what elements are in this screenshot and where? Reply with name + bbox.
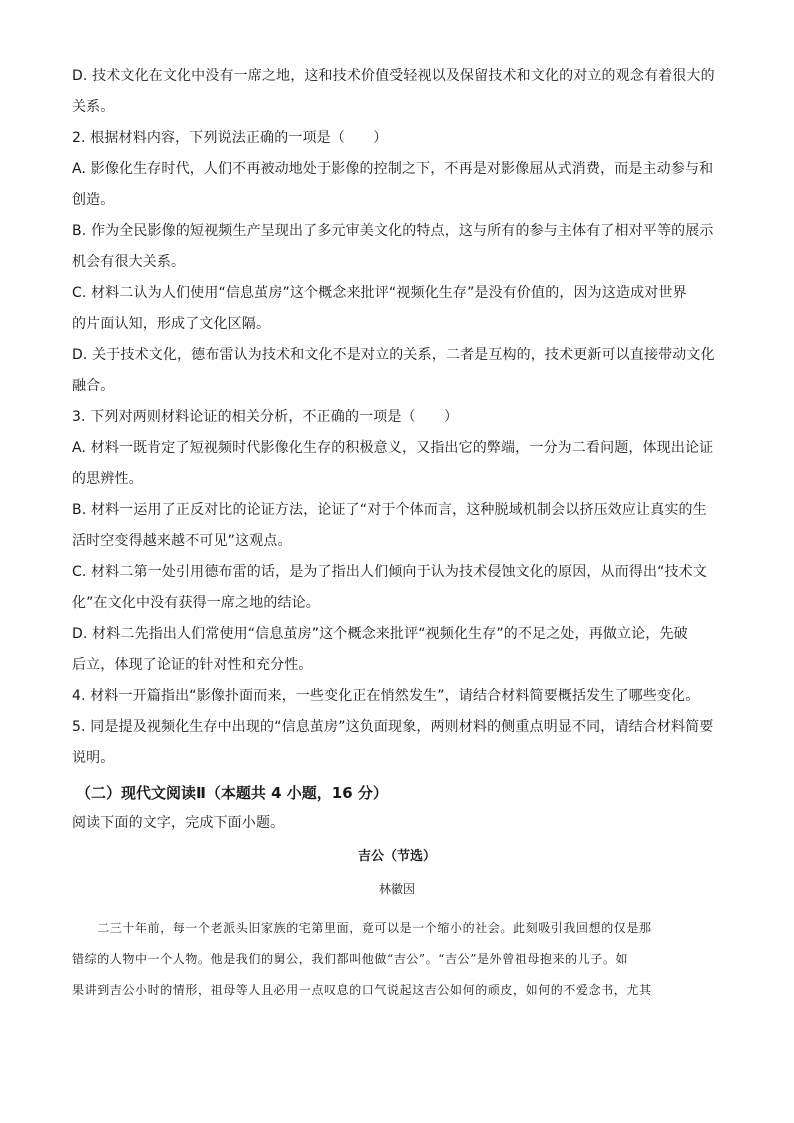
q3-option-a-line-2: 的思辨性。: [72, 471, 143, 487]
q3-option-a-line-1: A. 材料一既肯定了短视频时代影像化生存的积极意义，又指出它的弊端，一分为二看问题，体现出论证: [72, 440, 714, 456]
story-title: 吉公（节选）: [357, 849, 436, 864]
q2-option-b-line-2: 机会有很大关系。: [72, 254, 186, 270]
story-author: 林徽因: [378, 882, 415, 896]
question-5-line-2: 说明。: [72, 750, 115, 766]
q2-option-c-line-1: C. 材料二认为人们使用“信息茧房”这个概念来批评“视频化生存”是没有价值的，因为这造成对世界: [72, 285, 687, 301]
q3-option-d-line-1: D. 材料二先指出人们常使用“信息茧房”这个概念来批评“视频化生存”的不足之处，再做立论，先破: [72, 626, 688, 642]
question-3: 3. 下列对两则材料论证的相关分析，不正确的一项是（ ）: [72, 409, 459, 425]
q2-option-b-line-1: B. 作为全民影像的短视频生产呈现出了多元审美文化的特点，这与所有的参与主体有了相对平等的展示: [72, 223, 714, 239]
section-heading: （二）现代文阅读Ⅱ（本题共 4 小题，16 分）: [76, 784, 388, 802]
q2-option-d-line-2: 融合。: [72, 378, 115, 394]
q3-option-c-line-2: 化”在文化中没有获得一席之地的结论。: [72, 595, 320, 611]
prose-line-3: 果讲到吉公小时的情形，祖母等人且必用一点叹息的口气说起这吉公如何的顽皮，如何的不爱念书，尤其: [72, 983, 652, 997]
reading-instruction: 阅读下面的文字，完成下面小题。: [72, 815, 285, 831]
q3-option-c-line-1: C. 材料二第一处引用德布雷的话，是为了指出人们倾向于认为技术侵蚀文化的原因，从而得出“技术文: [72, 564, 707, 580]
prose-line-1: 二三十年前，每一个老派头旧家族的宅第里面，竟可以是一个缩小的社会。此刻吸引我回想的仅是那: [72, 921, 652, 935]
q2-option-c-line-2: 的片面认知，形成了文化区隔。: [72, 316, 271, 332]
q3-option-d-line-2: 后立，体现了论证的针对性和充分性。: [72, 657, 313, 673]
option-d-line-2: 关系。: [72, 99, 115, 115]
question-4: 4. 材料一开篇指出“影像扑面而来，一些变化正在悄然发生”，请结合材料简要概括发生了哪些变化。: [72, 688, 700, 704]
q2-option-d-line-1: D. 关于技术文化，德布雷认为技术和文化不是对立的关系，二者是互构的，技术更新可以直接带动文化: [72, 347, 715, 363]
q2-option-a-line-2: 创造。: [72, 192, 115, 208]
prose-line-2: 错综的人物中一个人物。他是我们的舅公，我们都叫他做“吉公”。“吉公”是外曾祖母抱来的儿子。如: [72, 952, 629, 966]
question-2: 2. 根据材料内容，下列说法正确的一项是（ ）: [72, 130, 388, 146]
q3-option-b-line-1: B. 材料一运用了正反对比的论证方法，论证了“对于个体而言，这种脱域机制会以挤压效应让真实的生: [72, 502, 707, 518]
option-d-line-1: D. 技术文化在文化中没有一席之地，这和技术价值受轻视以及保留技术和文化的对立的观念有着很大的: [72, 68, 715, 84]
question-5-line-1: 5. 同是提及视频化生存中出现的“信息茧房”这负面现象，两则材料的侧重点明显不同，请结合材料简要: [72, 719, 714, 735]
q3-option-b-line-2: 活时空变得越来越不可见”这观点。: [72, 533, 292, 549]
q2-option-a-line-1: A. 影像化生存时代，人们不再被动地处于影像的控制之下，不再是对影像屈从式消费，而是主动参与和: [72, 161, 714, 177]
